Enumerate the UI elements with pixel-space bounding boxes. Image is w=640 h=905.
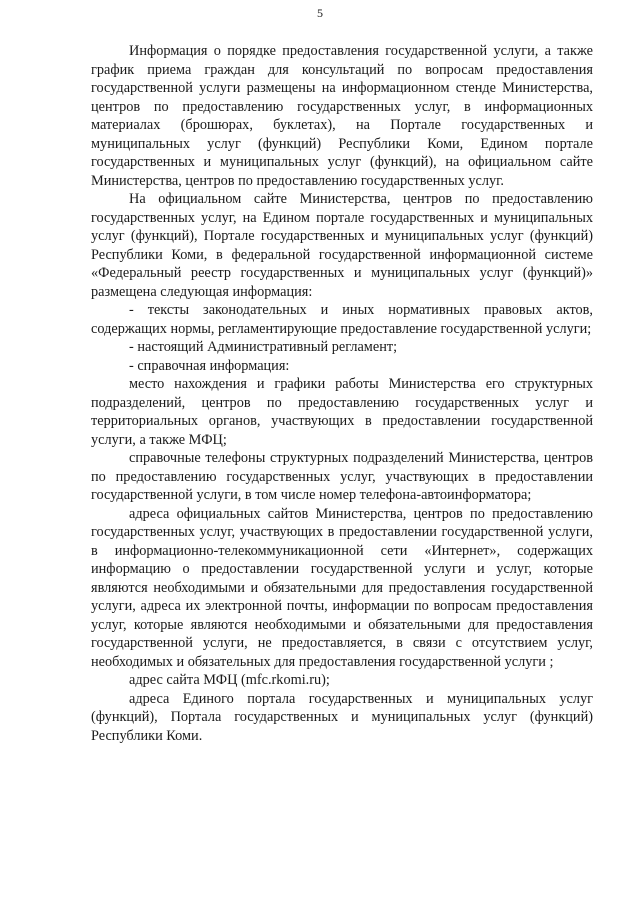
paragraph-portal-addresses: адреса Единого портала государственных и муниципальных услуг (функций), Портала государственных и муниципальных услуг (функций) Республики Коми.: [91, 690, 593, 744]
document-body: [91, 42, 593, 745]
paragraph-website-addresses: адреса официальных сайтов Министерства, центров по предоставлению государственных услуг, участвующих в предоставлении государственной услуги, в информационно-телекоммуникационной сети «Интернет», содержащих информацию о предоставлении государственной услуги и услуг, которые являются необходимыми и обязательными для предоставления государственной услуги, адреса их электронной почты, информации по вопросам предоставления услуг, которые являются необходимыми и обязательными для предоставления государственной услуги, не предоставляется, в связи с отсутствием услуг, необходимых и обязательных для предоставления государственной услуги ;: [91, 505, 593, 670]
paragraph-phones: справочные телефоны структурных подразделений Министерства, центров по предоставлению государственных услуг, участвующих в предоставлении государственной услуги, в том числе номер телефона-автоинформатора;: [91, 450, 593, 503]
page-number: 5: [317, 6, 323, 20]
paragraph-mfc-site: адрес сайта МФЦ (mfc.rkomi.ru);: [129, 672, 330, 688]
list-item-reference-info: - справочная информация:: [129, 357, 290, 374]
paragraph-official-site: На официальном сайте Министерства, центров по предоставлению государственных услуг, на Едином портале государственных и муниципальных услуг (функций), Портале государственных и муниципальных услуг (функций) Республики Коми, в федеральной государственной информационной системе «Федеральный реестр государственных и муниципальных услуг (функций)» размещена следующая информация:: [91, 191, 593, 300]
paragraph-info-placement: Информация о порядке предоставления государственной услуги, а также график приема граждан для консультаций по вопросам предоставления государственной услуги размещены на информационном стенде Министерства, центров по предоставлению государственных услуг, в информационных материалах (брошюрах, буклетах), на Портале государственных и муниципальных услуг (функций) Республики Коми, Едином портале государственных и муниципальных услуг (функций), на официальном сайте Министерства, центров по предоставлению государственных услуг.: [91, 43, 593, 189]
list-item-legal-acts: - тексты законодательных и иных нормативных правовых актов, содержащих нормы, регламентирующие предоставление государственной услуги;: [91, 302, 593, 337]
list-item-regulation: - настоящий Административный регламент;: [129, 339, 398, 355]
paragraph-locations-schedules: место нахождения и графики работы Министерства его структурных подразделений, центров по предоставлению государственных услуг и территориальных органов, участвующих в предоставлении государственной услуги, а также МФЦ;: [91, 376, 593, 448]
